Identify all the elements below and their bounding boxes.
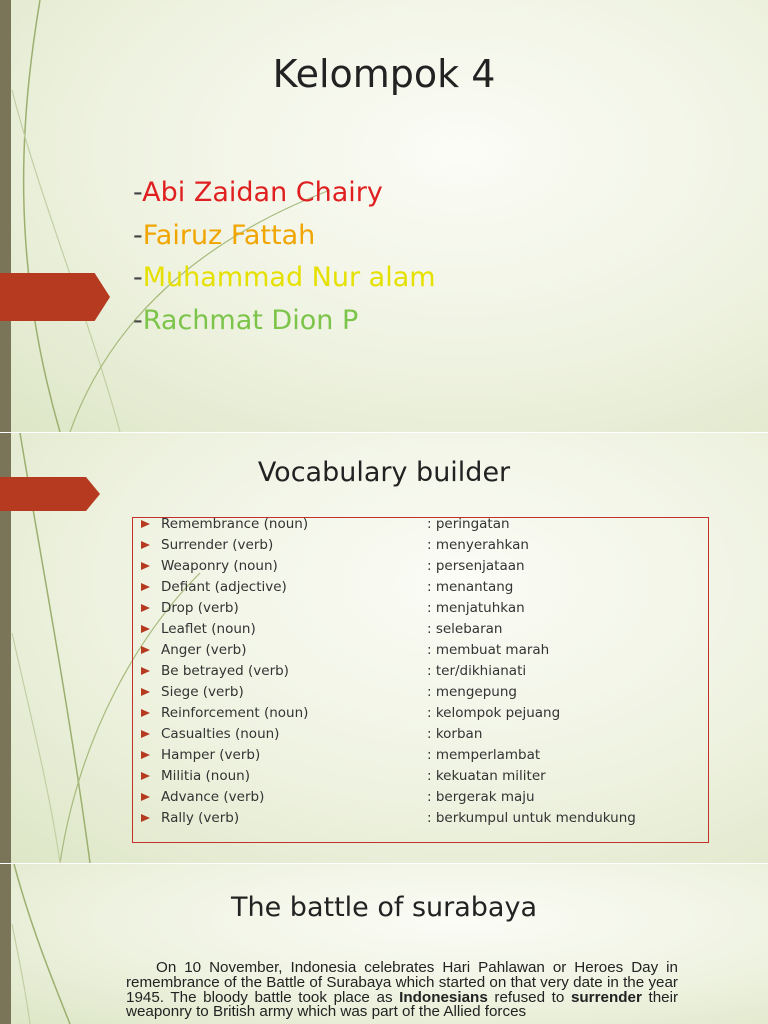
- member-name: Rachmat Dion P: [142, 304, 359, 336]
- member-dash: -: [133, 304, 143, 336]
- vocab-row: [133, 600, 708, 620]
- slide-title: The battle of surabaya: [231, 892, 537, 923]
- vocab-row: [133, 789, 708, 809]
- vocab-row: [133, 810, 708, 830]
- vocab-term: Hamper (verb): [161, 747, 261, 763]
- vocab-row: [133, 747, 708, 767]
- paragraph-text: On 10 November, Indonesia celebrates Hari Pahlawan or Heroes Day in remembrance of the Battle of Surabaya which started on that very date in the year 1945. The bloody battle took place as: [126, 959, 678, 1006]
- member-item: [133, 300, 436, 343]
- vocab-term: Advance (verb): [161, 789, 265, 805]
- bullet-arrow-icon: [141, 667, 150, 675]
- bullet-arrow-icon: [141, 688, 150, 696]
- slide-2: [0, 433, 768, 863]
- vocab-term: Militia (noun): [161, 768, 250, 784]
- vocab-term: Rally (verb): [161, 810, 240, 826]
- vocab-row: [133, 768, 708, 788]
- vocab-meaning: : ter/dikhianati: [427, 663, 527, 679]
- vocab-term: Drop (verb): [161, 600, 239, 616]
- slide-1: [0, 0, 768, 432]
- bullet-arrow-icon: [141, 772, 150, 780]
- paragraph-bold: surrender: [570, 988, 642, 1006]
- slide-title: Vocabulary builder: [257, 457, 511, 488]
- vocab-meaning: : kelompok pejuang: [427, 705, 561, 721]
- vocab-row: [133, 684, 708, 704]
- bullet-arrow-icon: [141, 751, 150, 759]
- vocab-row: [133, 516, 708, 536]
- vocab-meaning: : menantang: [427, 579, 514, 595]
- vocab-term: Casualties (noun): [161, 726, 280, 742]
- member-name: Muhammad Nur alam: [142, 262, 436, 293]
- bullet-arrow-icon: [141, 709, 150, 717]
- member-dash: -: [133, 177, 143, 208]
- vocab-row: [133, 537, 708, 557]
- vocab-row: [133, 726, 708, 746]
- vocab-meaning: : menjatuhkan: [427, 600, 525, 616]
- member-list: [133, 172, 436, 342]
- bullet-arrow-icon: [141, 625, 150, 633]
- vocab-row: [133, 705, 708, 725]
- vocab-term: Weaponry (noun): [161, 558, 278, 574]
- member-name: Fairuz Fattah: [142, 219, 316, 251]
- vocab-meaning: : persenjataan: [427, 558, 525, 574]
- vocab-meaning: : menyerahkan: [427, 537, 529, 553]
- member-item: [133, 172, 436, 215]
- bullet-arrow-icon: [141, 646, 150, 654]
- member-item: [133, 215, 436, 258]
- vocab-meaning: : berkumpul untuk mendukung: [427, 810, 636, 826]
- bullet-arrow-icon: [141, 541, 150, 549]
- vocab-meaning: : memperlambat: [427, 747, 541, 763]
- bullet-arrow-icon: [141, 562, 150, 570]
- vocab-row: [133, 621, 708, 641]
- vocab-meaning: : peringatan: [427, 516, 510, 532]
- member-dash: -: [133, 219, 143, 251]
- vocab-meaning: : korban: [427, 726, 483, 742]
- bullet-arrow-icon: [141, 520, 150, 528]
- vocab-row: [133, 663, 708, 683]
- slide-tab-marker: [0, 273, 110, 321]
- vocab-row: [133, 558, 708, 578]
- vocab-meaning: : selebaran: [427, 621, 503, 637]
- member-name: Abi Zaidan Chairy: [142, 177, 383, 208]
- paragraph-text: their weaponry to British army which was part of the Allied forces: [126, 988, 679, 1021]
- vocab-term: Defiant (adjective): [161, 579, 287, 595]
- vocab-term: Reinforcement (noun): [161, 705, 309, 721]
- vocab-term: Be betrayed (verb): [161, 663, 289, 679]
- slide-3: [0, 864, 768, 1024]
- vocab-term: Remembrance (noun): [161, 516, 309, 532]
- vocab-meaning: : bergerak maju: [427, 789, 535, 805]
- paragraph-bold: Indonesians: [399, 988, 488, 1006]
- paragraph-text: refused to: [487, 988, 571, 1006]
- vocab-meaning: : mengepung: [427, 684, 517, 700]
- slide-title: Kelompok 4: [272, 52, 496, 96]
- vocab-term: Surrender (verb): [161, 537, 274, 553]
- bullet-arrow-icon: [141, 814, 150, 822]
- bullet-arrow-icon: [141, 583, 150, 591]
- vocab-meaning: : membuat marah: [427, 642, 550, 658]
- bullet-arrow-icon: [141, 730, 150, 738]
- vocab-term: Leaflet (noun): [161, 621, 256, 637]
- bullet-arrow-icon: [141, 604, 150, 612]
- member-dash: -: [133, 262, 143, 293]
- vocab-row: [133, 642, 708, 662]
- body-paragraph: [126, 961, 678, 1020]
- vocab-term: Anger (verb): [161, 642, 247, 658]
- vocab-row: [133, 579, 708, 599]
- vocab-meaning: : kekuatan militer: [427, 768, 546, 784]
- bullet-arrow-icon: [141, 793, 150, 801]
- vocab-term: Siege (verb): [161, 684, 244, 700]
- vocabulary-table: [132, 517, 709, 843]
- member-item: [133, 257, 436, 300]
